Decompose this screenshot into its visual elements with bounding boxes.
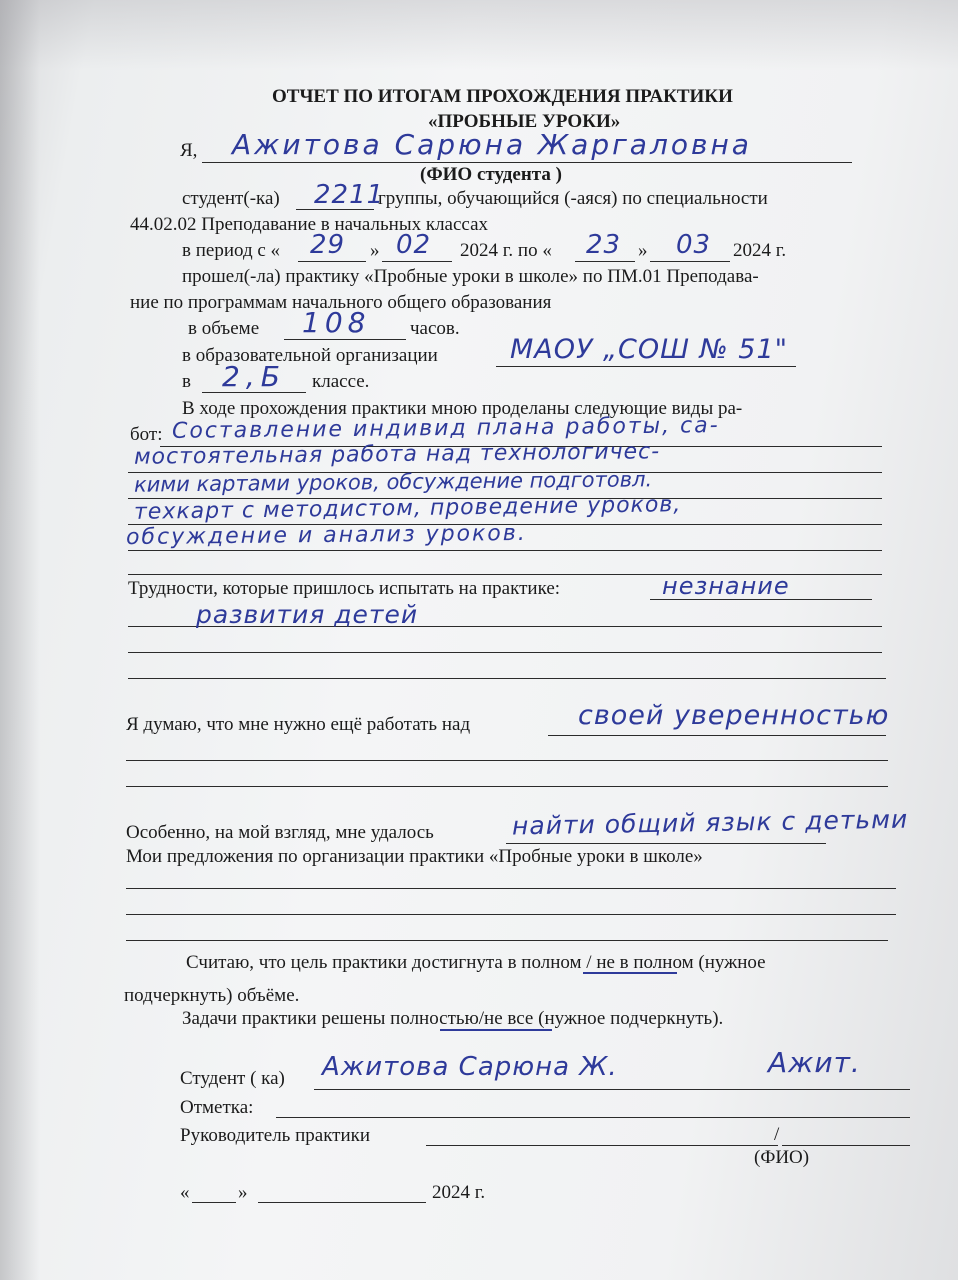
label-mark: Отметка:: [180, 1097, 254, 1118]
page-shadow-top: [0, 0, 958, 70]
label-volume: в объеме: [188, 318, 260, 339]
label-supervisor: Руководитель практики: [180, 1125, 371, 1146]
specialty: 44.02.02 Преподавание в начальных классах: [130, 214, 489, 235]
student-name-handwritten: Ажитова Сарюна Жаргаловна: [232, 128, 752, 161]
practice-line1: прошел(-ла) практику «Пробные уроки в школе» по ПМ.01 Преподава-: [182, 266, 759, 287]
work-handwritten-3: кими картами уроков, обсуждение подготовл.: [133, 467, 653, 497]
success-line: [506, 843, 826, 844]
hours-line: [284, 339, 406, 340]
work-line2: бот:: [130, 424, 163, 445]
report-title-line1: ОТЧЕТ ПО ИТОГАМ ПРОХОЖДЕНИЯ ПРАКТИКИ: [272, 86, 733, 107]
improve-line-a: [548, 735, 886, 736]
difficulty-handwritten-2: развития детей: [196, 600, 419, 629]
month1-handwritten: 02: [396, 230, 432, 260]
name-line: [202, 162, 852, 163]
proposals-line-b: [126, 914, 896, 915]
day1-line: [298, 261, 366, 262]
day1-handwritten: 29: [310, 230, 346, 260]
improve-handwritten: своей уверенностью: [578, 700, 890, 731]
label-organization: в образовательной организации: [182, 345, 438, 366]
student-signature-line: [314, 1089, 910, 1090]
proposals-line-c: [126, 940, 888, 941]
group-handwritten: 2211: [314, 180, 385, 210]
period-mid: 2024 г. по «: [460, 240, 552, 261]
date-quote-close: »: [238, 1182, 248, 1203]
improve-line-c: [126, 786, 888, 787]
class-handwritten: 2,Б: [222, 360, 286, 393]
work-line-e: [128, 550, 882, 551]
goal-line1: Считаю, что цель практики достигнута в полном / не в полном (нужное: [186, 952, 766, 973]
tasks-line: Задачи практики решены полностью/не все (нужное подчеркнуть).: [182, 1008, 724, 1029]
improve-line-b: [126, 760, 888, 761]
label-success: Особенно, на мой взгляд, мне удалось: [126, 822, 434, 843]
practice-line2: ние по программам начального общего образования: [130, 292, 552, 313]
label-student: студент(-ка): [182, 188, 280, 209]
hours-handwritten: 108: [302, 306, 371, 339]
page-shadow: [0, 0, 40, 1280]
student-signature: Ажит.: [768, 1046, 861, 1079]
day2-handwritten: 23: [586, 230, 622, 260]
proposals-line-a: [126, 888, 896, 889]
label-period: в период с «: [182, 240, 281, 261]
date-month-line: [258, 1202, 426, 1203]
month2-line: [650, 261, 730, 262]
mark-line: [276, 1117, 910, 1118]
report-title-line2: «ПРОБНЫЕ УРОКИ»: [428, 111, 621, 132]
label-ya: Я,: [180, 140, 198, 161]
tasks-underline: [440, 1029, 552, 1031]
day2-line: [575, 261, 635, 262]
difficulty-line-c: [128, 652, 882, 653]
success-handwritten: найти общий язык с детьми: [511, 804, 909, 841]
label-student-signature: Студент ( ка): [180, 1068, 285, 1089]
organization-handwritten: МАОУ „СОШ № 51": [510, 334, 789, 365]
month1-line: [382, 261, 452, 262]
organization-line: [496, 366, 796, 367]
supervisor-line: [426, 1145, 778, 1146]
goal-underline: [583, 972, 677, 974]
work-line1: В ходе прохождения практики мною проделаны следующие виды ра-: [182, 398, 743, 419]
label-difficulties: Трудности, которые пришлось испытать на практике:: [128, 578, 561, 599]
label-class-suffix: классе.: [312, 371, 370, 392]
label-group: группы, обучающийся (-аяся) по специальности: [378, 188, 768, 209]
period-end: 2024 г.: [733, 240, 787, 261]
work-handwritten-5: обсуждение и анализ уроков.: [125, 520, 527, 551]
supervisor-separator: /: [774, 1124, 780, 1145]
label-hours: часов.: [410, 318, 460, 339]
difficulty-handwritten-1: незнание: [662, 572, 790, 600]
label-class-prefix: в: [182, 371, 191, 392]
month2-handwritten: 03: [676, 230, 712, 260]
date-quote-open: «: [180, 1182, 190, 1203]
fio-caption: (ФИО студента ): [420, 164, 562, 185]
label-proposals: Мои предложения по организации практики «Пробные уроки в школе»: [126, 846, 703, 867]
label-improve: Я думаю, что мне нужно ещё работать над: [126, 714, 471, 735]
date-day-line: [192, 1202, 236, 1203]
work-handwritten-2: мостоятельная работа над технологичес-: [133, 439, 661, 470]
period-quote1: »: [370, 240, 380, 261]
work-handwritten-1: Составление индивид плана работы, са-: [171, 413, 720, 444]
difficulty-line-d: [128, 678, 886, 679]
work-handwritten-4: техкарт с методистом, проведение уроков,: [133, 492, 682, 525]
fio-caption-2: (ФИО): [754, 1147, 810, 1168]
goal-line2: подчеркнуть) объёме.: [124, 985, 300, 1006]
supervisor-line-2: [782, 1145, 910, 1146]
date-year: 2024 г.: [432, 1182, 486, 1203]
period-quote2: »: [638, 240, 648, 261]
student-name-signed: Ажитова Сарюна Ж.: [322, 1052, 618, 1082]
